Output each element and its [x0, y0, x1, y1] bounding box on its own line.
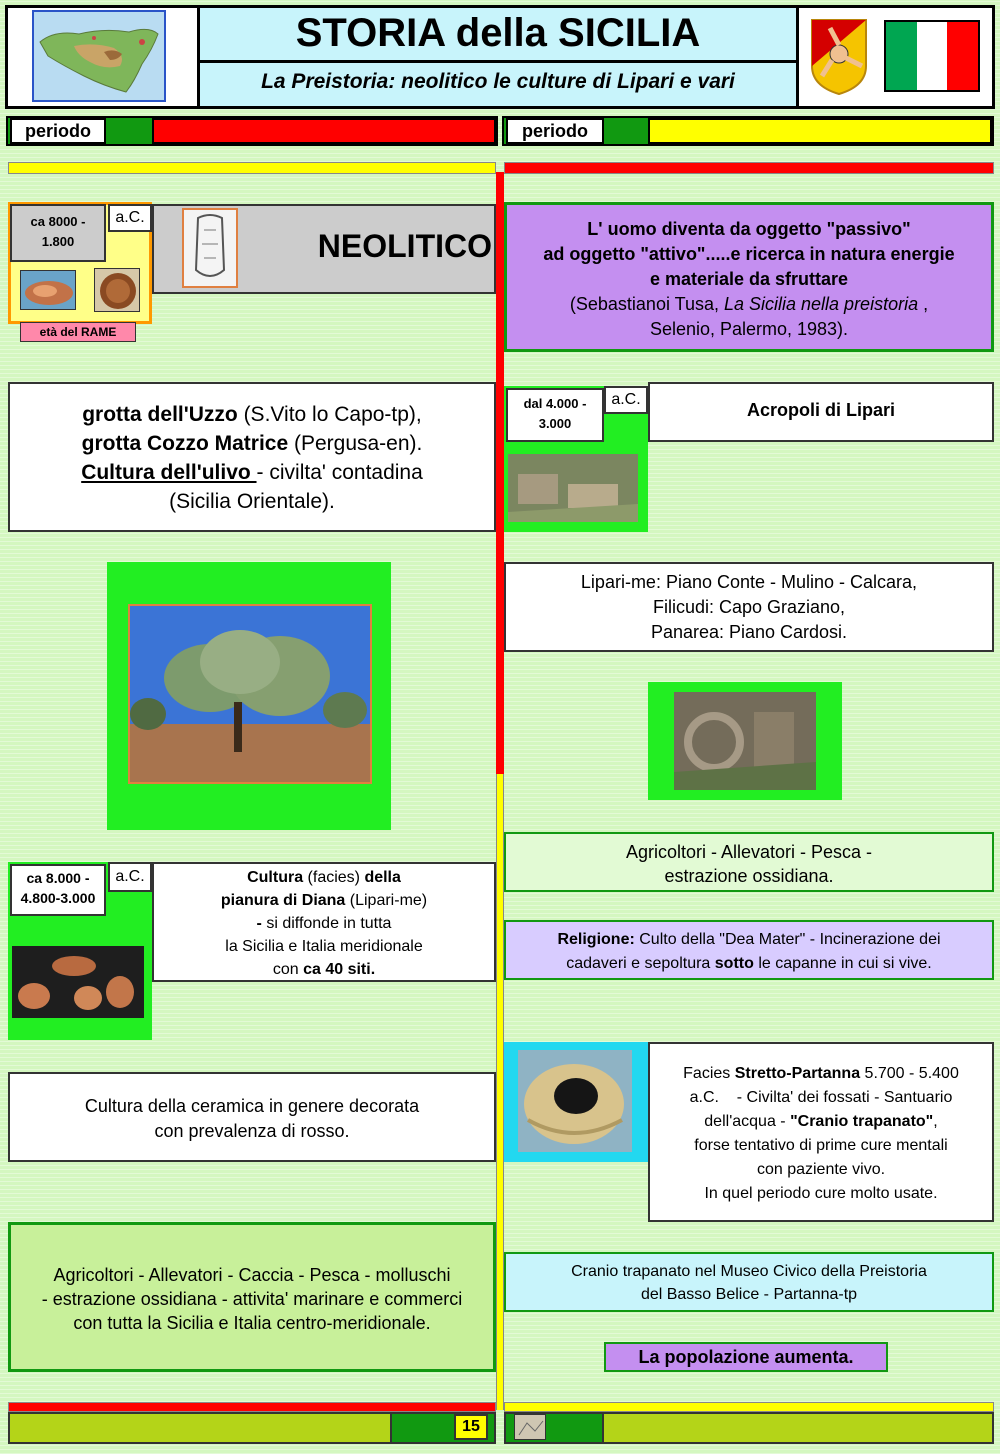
page-subtitle: La Preistoria: neolitico le culture di Lipari e vari [261, 70, 735, 93]
religione-line1: Religione: Culto della "Dea Mater" - Incinerazione dei [557, 931, 941, 948]
religione-line2: cadaveri e sepoltura sotto le capanne in cui si vive. [566, 955, 932, 972]
periodo-color-yellow [648, 118, 992, 144]
footer-rail-right [504, 1402, 994, 1412]
ceramica-box [8, 1072, 496, 1162]
pottery-image [12, 946, 144, 1018]
stretto-line1: Facies Stretto-Partanna 5.700 - 5.400 [683, 1065, 959, 1082]
agri-left-line3: con tutta la Sicilia e Italia centro-meridionale. [73, 1313, 431, 1333]
agri-right-box [504, 832, 994, 892]
ceramica-line2: con prevalenza di rosso. [154, 1121, 350, 1141]
stretto-line6: In quel periodo cure molto usate. [704, 1185, 938, 1202]
trepanned-skull-image [518, 1050, 632, 1152]
footer-thumbnail-icon [514, 1414, 546, 1440]
lipari-sites-box [504, 562, 994, 652]
lipari-sites-line3: Panarea: Piano Cardosi. [650, 622, 848, 642]
agri-right-line2: estrazione ossidiana. [664, 866, 834, 886]
sicily-map-image [32, 10, 166, 102]
lipari-sites-line1: Lipari-me: Piano Conte - Mulino - Calcara, [580, 572, 918, 592]
diana-line3: - si diffonde in tutta [256, 915, 392, 932]
grotte-line1: grotta dell'Uzzo (S.Vito lo Capo-tp), [82, 403, 422, 426]
cranio-line1: Cranio trapanato nel Museo Civico della Preistoria [571, 1263, 927, 1280]
uomo-line3: e materiale da sfruttare [649, 269, 849, 289]
lipari-sites-line2: Filicudi: Capo Graziano, [652, 597, 846, 617]
page-title: STORIA della SICILIA [295, 11, 701, 55]
agri-left-line1: Agricoltori - Allevatori - Caccia - Pesca - molluschi [53, 1265, 451, 1285]
uomo-line2: ad oggetto "attivo".....e ricerca in natura energie [543, 244, 955, 264]
ceramica-line1: Cultura della ceramica in genere decorata [84, 1096, 420, 1116]
stretto-line2: a.C. - Civilta' dei fossati - Santuario [689, 1089, 953, 1106]
divider-red [496, 172, 504, 774]
header-divider [200, 60, 796, 63]
diana-ac: a.C. [108, 862, 152, 892]
lipari-date: dal 4.000 - 3.000 [506, 388, 604, 442]
acropoli-title: Acropoli di Lipari [648, 382, 994, 442]
neolitico-ac: a.C. [108, 204, 152, 232]
popolazione-label: La popolazione aumenta. [604, 1342, 888, 1372]
rail-left-top [8, 162, 496, 174]
diana-box [152, 862, 496, 982]
capanne-ruins-image [674, 692, 816, 790]
cranio-box [504, 1252, 994, 1312]
stretto-line5: con paziente vivo. [756, 1161, 886, 1178]
uomo-citation: (Sebastianoi Tusa, La Sicilia nella preistoria , [569, 294, 929, 314]
rail-right-top [504, 162, 994, 174]
olive-tree-image [128, 604, 372, 784]
grotte-line2: grotta Cozzo Matrice (Pergusa-en). [81, 432, 423, 455]
cranio-line2: del Basso Belice - Partanna-tp [640, 1286, 858, 1303]
uomo-citation-line2: Selenio, Palermo, 1983). [649, 319, 849, 339]
periodo-color-red [152, 118, 496, 144]
grotte-line3: Cultura dell'ulivo - civilta' contadina [81, 461, 423, 484]
agri-right-line1: Agricoltori - Allevatori - Pesca - [625, 842, 873, 862]
grotte-line4: (Sicilia Orientale). [169, 490, 335, 513]
footer-rail-left [8, 1402, 496, 1412]
neolitico-date: ca 8000 - 1.800 [10, 204, 106, 262]
periodo-label-right: periodo [506, 118, 604, 144]
diana-line4: la Sicilia e Italia meridionale [225, 938, 423, 955]
figurine-sketch-image [182, 208, 238, 288]
stretto-box [648, 1042, 994, 1222]
neolitico-title: NEOLITICO [317, 228, 492, 264]
shell-artifact-image [20, 270, 76, 310]
diana-line5: con ca 40 siti. [272, 961, 376, 978]
diana-line2: pianura di Diana (Lipari-me) [220, 892, 428, 909]
diana-date: ca 8.000 - 4.800-3.000 [10, 864, 106, 916]
uomo-line1: L' uomo diventa da oggetto "passivo" [587, 219, 911, 239]
agri-left-line2: - estrazione ossidiana - attivita' marinare e commerci [41, 1289, 463, 1309]
agri-left-box [8, 1222, 496, 1372]
grotte-box [8, 382, 496, 532]
lipari-ac: a.C. [604, 386, 648, 414]
bowl-artifact-image [94, 268, 140, 312]
religione-box [504, 920, 994, 980]
stretto-line3: dell'acqua - "Cranio trapanato", [704, 1113, 938, 1130]
page-number: 15 [454, 1414, 488, 1440]
trinacria-emblem-icon [808, 16, 870, 96]
italian-flag-icon [884, 20, 980, 92]
acropoli-ruins-image [508, 454, 638, 522]
rame-label: età del RAME [20, 322, 136, 342]
stretto-line4: forse tentativo di prime cure mentali [694, 1137, 948, 1154]
divider-yellow [496, 774, 504, 1410]
uomo-quote-box [504, 202, 994, 352]
periodo-label-left: periodo [10, 118, 106, 144]
diana-line1: Cultura (facies) della [247, 869, 401, 886]
